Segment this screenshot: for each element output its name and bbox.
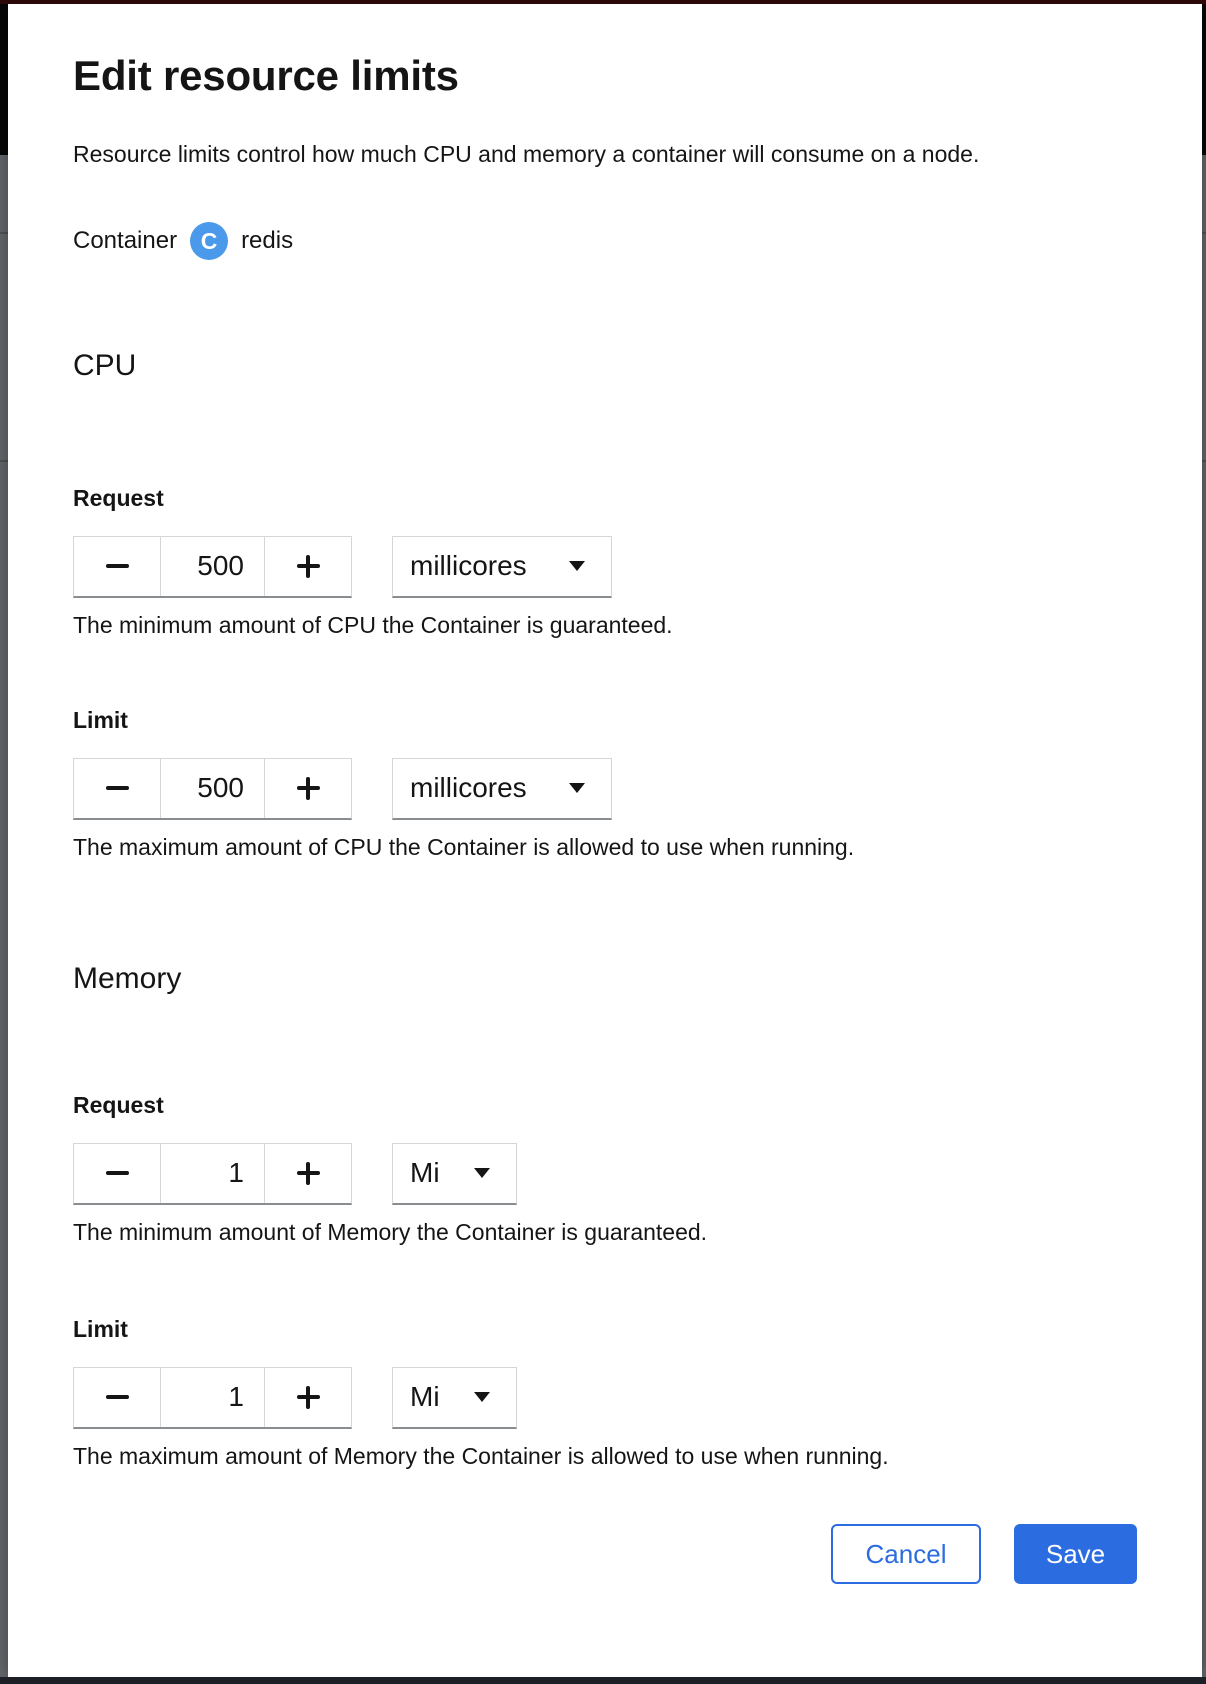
- caret-down-icon: [474, 1392, 490, 1402]
- cpu-limit-unit-dropdown[interactable]: [392, 758, 612, 820]
- cpu-limit-increment-button[interactable]: [265, 759, 351, 818]
- container-badge-icon: C: [190, 222, 228, 260]
- backdrop-top-strip: [0, 0, 1206, 4]
- memory-request-increment-button[interactable]: [265, 1144, 351, 1203]
- memory-request-stepper: [73, 1143, 352, 1205]
- backdrop-seam: [0, 460, 8, 462]
- memory-limit-stepper: [73, 1367, 352, 1429]
- cpu-request-field: [73, 483, 1137, 641]
- plus-icon: [297, 777, 320, 800]
- minus-icon: [106, 786, 129, 790]
- minus-icon: [106, 1395, 129, 1399]
- memory-request-controls: [73, 1143, 1137, 1205]
- section-heading-memory: Memory: [73, 961, 182, 995]
- memory-limit-unit-dropdown[interactable]: [392, 1367, 517, 1429]
- caret-down-icon: [569, 783, 585, 793]
- memory-limit-increment-button[interactable]: [265, 1368, 351, 1427]
- cpu-limit-label: Limit: [73, 706, 128, 733]
- backdrop-bottom-strip: [0, 1677, 1206, 1684]
- cpu-limit-controls: [73, 758, 1137, 820]
- memory-limit-field: [73, 1314, 1137, 1472]
- memory-request-decrement-button[interactable]: [74, 1144, 160, 1203]
- memory-request-label: Request: [73, 1091, 164, 1118]
- cpu-request-unit-dropdown[interactable]: [392, 536, 612, 598]
- container-label: Container: [73, 226, 178, 254]
- memory-request-field: [73, 1090, 1137, 1248]
- container-row: [73, 222, 1137, 260]
- edit-resource-limits-modal: [8, 4, 1202, 1677]
- backdrop-masthead-edge: [0, 4, 8, 155]
- cpu-request-value-input[interactable]: [160, 537, 265, 596]
- memory-request-unit-label: Mi: [410, 1157, 440, 1189]
- caret-down-icon: [569, 561, 585, 571]
- memory-limit-value-input[interactable]: [160, 1368, 265, 1427]
- modal-footer: [73, 1524, 1137, 1584]
- backdrop-left-strip: [0, 4, 8, 1677]
- modal-title: Edit resource limits: [73, 52, 459, 99]
- cpu-limit-field: [73, 705, 1137, 863]
- modal-description: Resource limits control how much CPU and memory a container will consume on a node.: [73, 140, 980, 167]
- cpu-request-increment-button[interactable]: [265, 537, 351, 596]
- plus-icon: [297, 1162, 320, 1185]
- memory-request-value-input[interactable]: [160, 1144, 265, 1203]
- minus-icon: [106, 1171, 129, 1175]
- memory-limit-decrement-button[interactable]: [74, 1368, 160, 1427]
- memory-request-helper-text: The minimum amount of Memory the Container is guaranteed.: [73, 1218, 708, 1245]
- memory-limit-label: Limit: [73, 1315, 128, 1342]
- cpu-request-label: Request: [73, 484, 164, 511]
- plus-icon: [297, 555, 320, 578]
- memory-limit-unit-label: Mi: [410, 1381, 440, 1413]
- memory-limit-helper-text: The maximum amount of Memory the Container is allowed to use when running.: [73, 1442, 889, 1469]
- cpu-request-unit-label: millicores: [410, 550, 527, 582]
- caret-down-icon: [474, 1168, 490, 1178]
- cpu-limit-decrement-button[interactable]: [74, 759, 160, 818]
- backdrop-seam: [0, 232, 8, 234]
- cpu-request-controls: [73, 536, 1137, 598]
- cpu-limit-unit-label: millicores: [410, 772, 527, 804]
- cancel-button[interactable]: Cancel: [831, 1524, 981, 1584]
- cpu-request-decrement-button[interactable]: [74, 537, 160, 596]
- cpu-limit-value-input[interactable]: [160, 759, 265, 818]
- memory-request-unit-dropdown[interactable]: [392, 1143, 517, 1205]
- cpu-request-helper-text: The minimum amount of CPU the Container is guaranteed.: [73, 611, 673, 638]
- section-heading-cpu: CPU: [73, 348, 137, 382]
- cpu-limit-stepper: [73, 758, 352, 820]
- cpu-limit-helper-text: The maximum amount of CPU the Container is allowed to use when running.: [73, 833, 855, 860]
- cpu-request-stepper: [73, 536, 352, 598]
- save-button[interactable]: Save: [1014, 1524, 1137, 1584]
- minus-icon: [106, 564, 129, 568]
- container-name: redis: [241, 226, 294, 254]
- plus-icon: [297, 1386, 320, 1409]
- memory-limit-controls: [73, 1367, 1137, 1429]
